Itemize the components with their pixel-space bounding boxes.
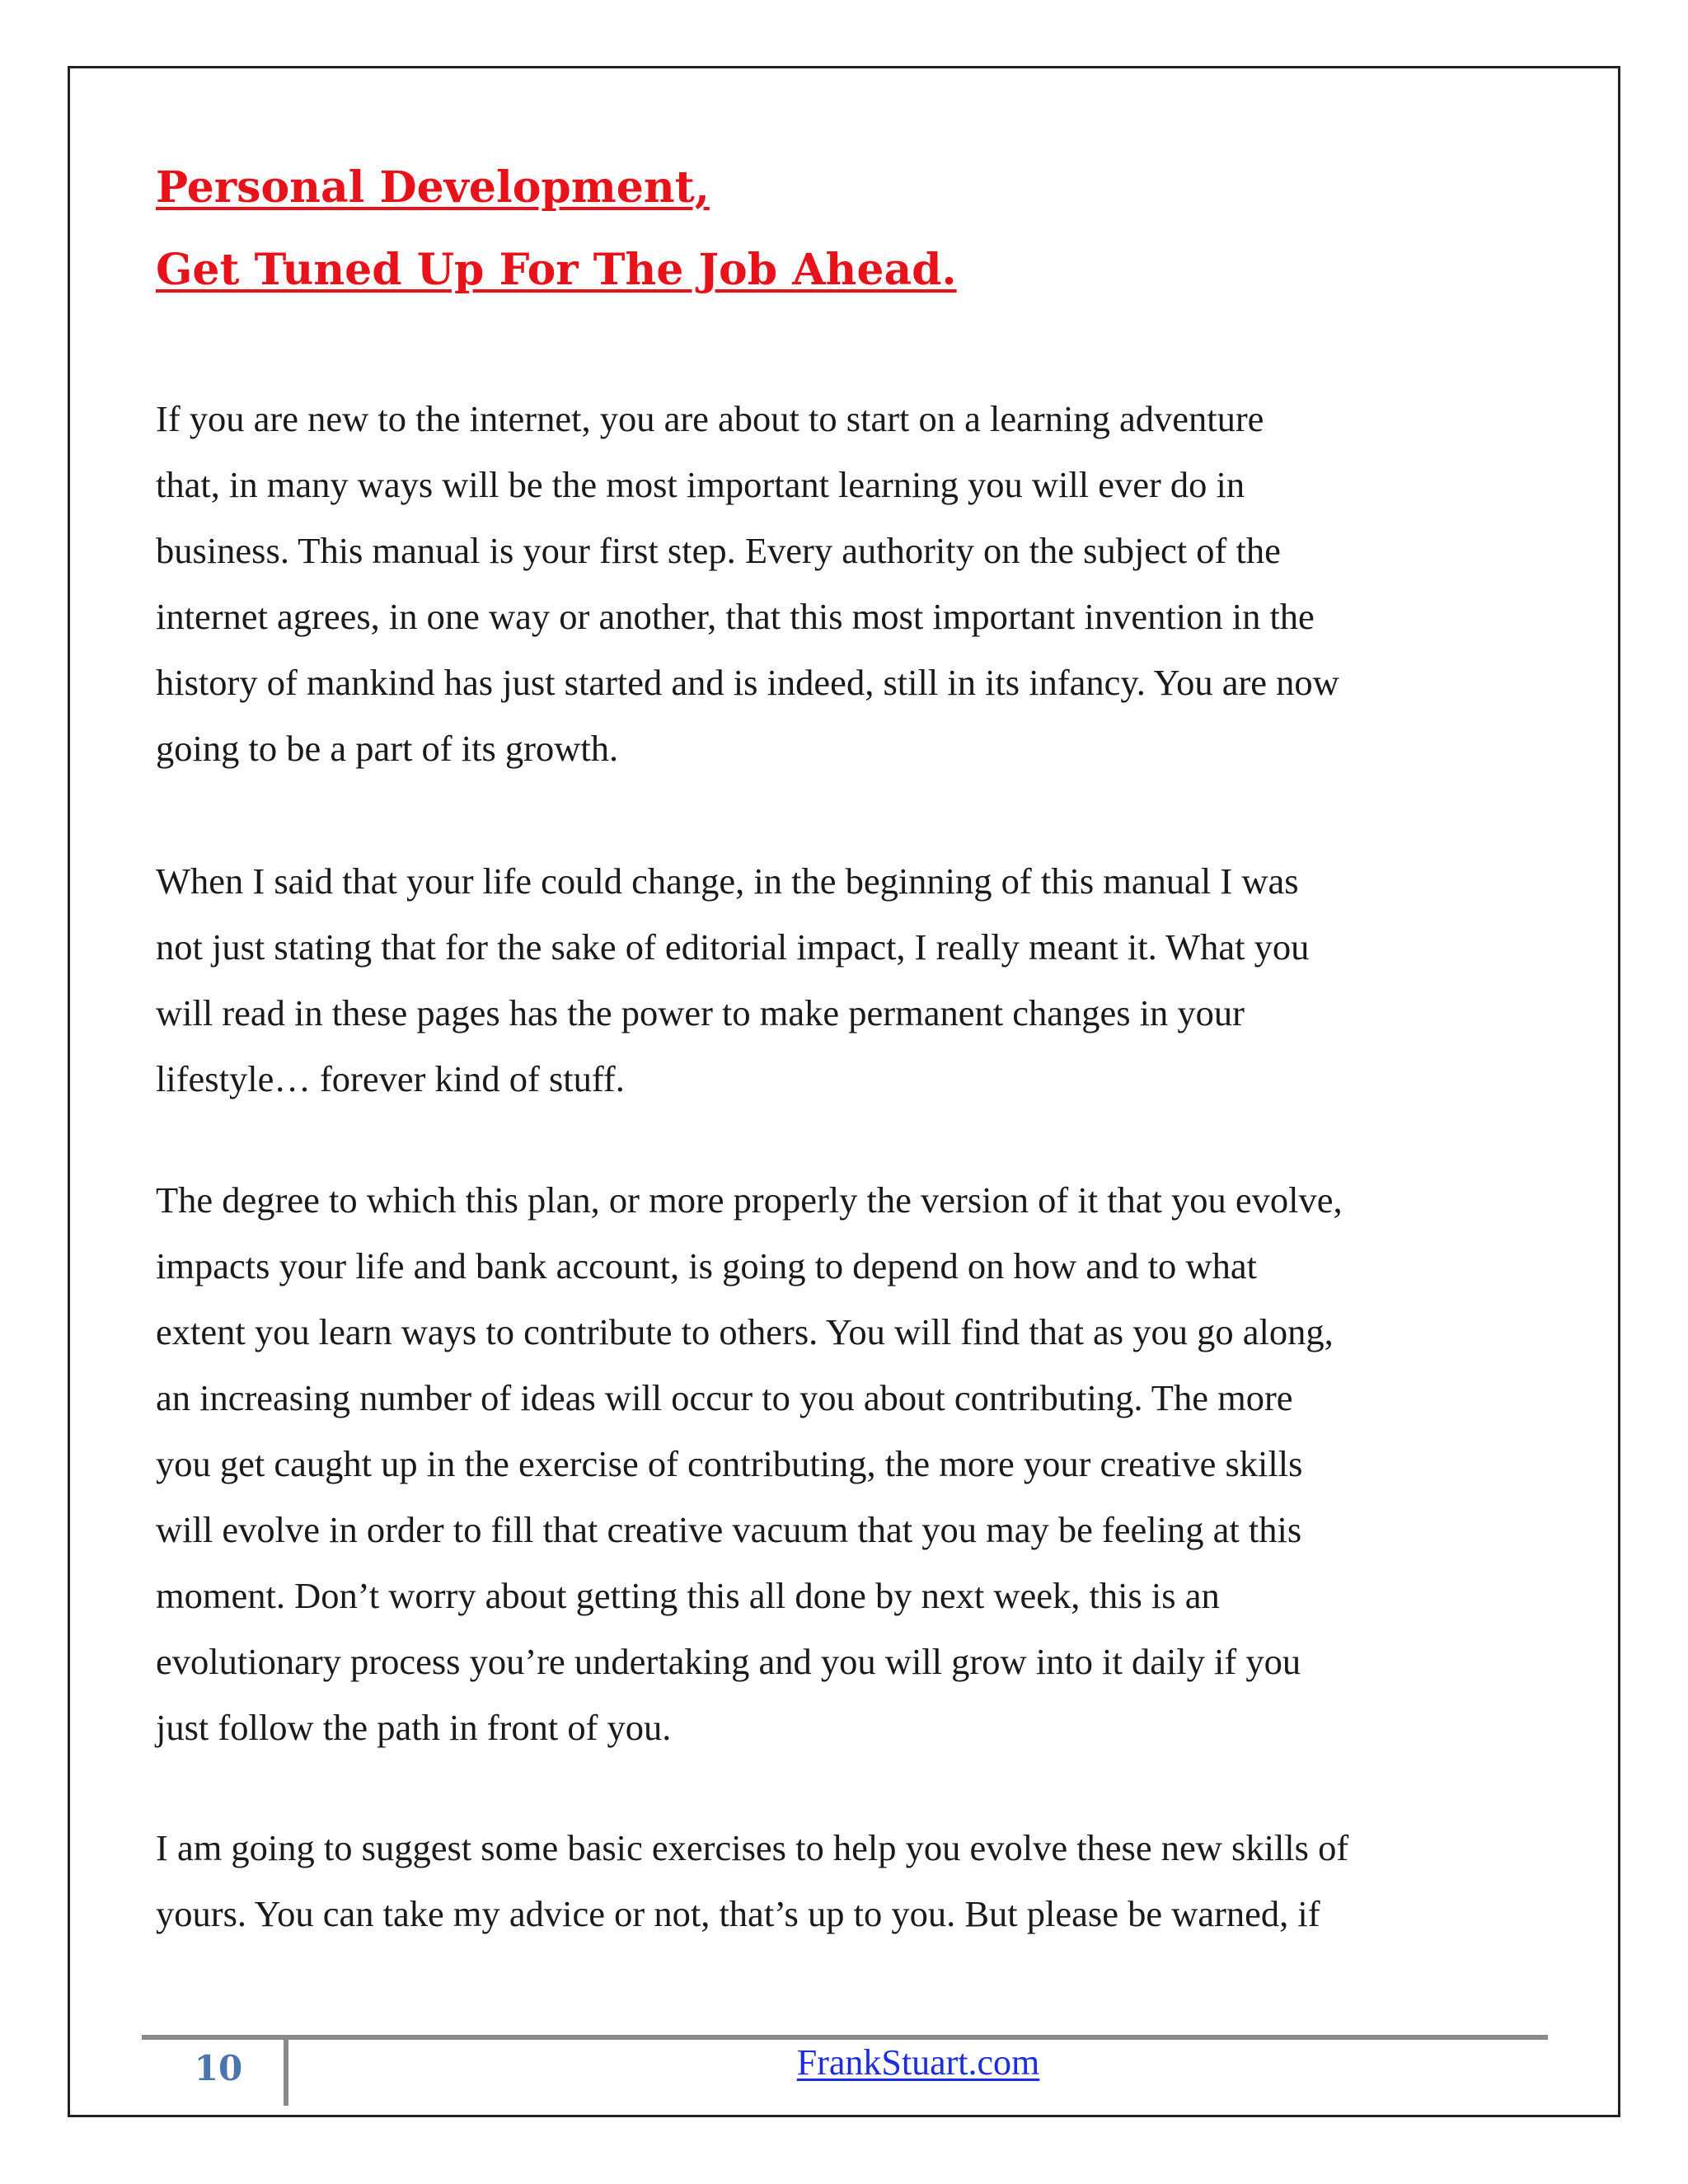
page-content [156,147,1557,1934]
paragraph-life-change: When I said that your life could change, in the beginning of this manual I was not just stating that for the sake of editorial impact, I really meant it. What you will read in these pages has the power to make permanent changes in your lifestyle… forever kind of stuff. [156,860,1310,1099]
page-number: 10 [194,2048,243,2088]
heading-line-2: Get Tuned Up For The Job Ahead. [156,245,957,295]
heading-line-1: Personal Development, [156,162,710,213]
paragraph-exercises: I am going to suggest some basic exercises to help you evolve these new skills of yours. You can take my advice or not, that’s up to you. But please be warned, if [156,1827,1349,1934]
section-heading [156,147,1557,312]
paragraph-internet-adventure: If you are new to the internet, you are about to start on a learning adventure that, in many ways will be the most important learning you will ever do in business. This manual is your first step. Every authority on the subject of the internet agrees, in one way or another, that this most important invention in the history of mankind has just started and is indeed, still in its infancy. You are now going to be a part of its growth. [156,398,1339,769]
paragraph-contributing: The degree to which this plan, or more properly the version of it that you evolve, impacts your life and bank account, is going to depend on how and to what extent you learn ways to contribute to others. You will find that as you go along, an increasing number of ideas will occur to you about contributing. The more you get caught up in the exercise of contributing, the more your creative skills will evolve in order to fill that creative vacuum that you may be feeling at this moment. Don’t worry about getting this all done by next week, this is an evolutionary process you’re undertaking and you will grow into it daily if you just follow the path in front of you. [156,1179,1343,1748]
footer-website-link[interactable]: FrankStuart.com [796,2042,1040,2083]
